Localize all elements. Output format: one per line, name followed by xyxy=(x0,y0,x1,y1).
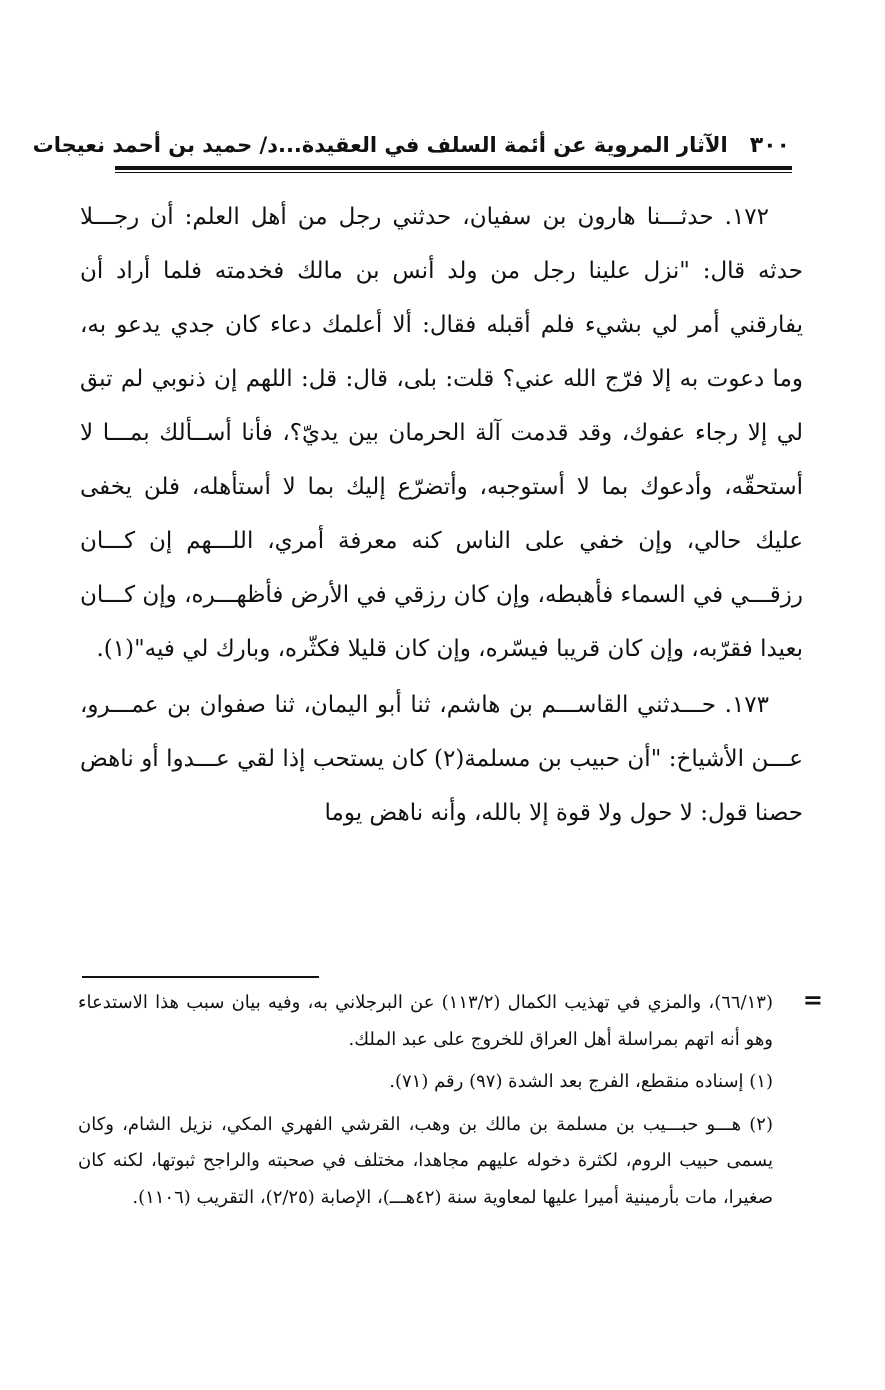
footnotes xyxy=(78,985,773,1222)
running-head-title: الآثار المروية عن أئمة السلف في العقيدة...د/ حميد بن أحمد نعيجات xyxy=(32,133,728,157)
footnote-continuation: (٦٦/١٣)، والمزي في تهذيب الكمال (١١٣/٢) عن البرجلاني به، وفيه بيان سبب هذا الاستدعاء وهو أنه اتهم بمراسلة أهل العراق للخروج على عبد الملك. xyxy=(78,992,773,1050)
running-head xyxy=(32,125,790,165)
paragraph-173: ١٧٣. حـــدثني القاســـم بن هاشم، ثنا أبو اليمان، ثنا صفوان بن عمـــرو، عـــن الأشياخ: "أن حبيب بن مسلمة(٢) كان يستحب إذا لقي عـــدوا أو ناهض حصنا قول: لا حول ولا قوة إلا بالله، وأنه ناهض يوما xyxy=(80,692,803,826)
main-text xyxy=(80,190,803,840)
footnote-separator xyxy=(82,976,319,978)
footnote-1: (١) إسناده منقطع، الفرج بعد الشدة (٩٧) رقم (٧١). xyxy=(389,1071,773,1092)
footnote-2: (٢) هـــو حبـــيب بن مسلمة بن مالك بن وهب، القرشي الفهري المكي، نزيل الشام، وكان يسمى حبيب الروم، لكثرة دخوله عليهم مجاهدا، مختلف في صحبته والراجح ثبوتها، لكنه كان صغيرا، مات بأرمينية أميرا عليها لمعاوية سنة (٤٢هـــ)، الإصابة (٢/٢٥)، التقريب (١١٠٦). xyxy=(78,1113,773,1208)
header-rule xyxy=(115,166,792,173)
footnote-continuation-mark: = xyxy=(802,986,823,1014)
page-number: ٣٠٠ xyxy=(749,132,790,158)
paragraph-172: ١٧٢. حدثـــنا هارون بن سفيان، حدثني رجل من أهل العلم: أن رجـــلا حدثه قال: "نزل علينا رجل من ولد أنس بن مالك فخدمته فلما أراد أن يفارقني أمر لي بشيء فلم أقبله فقال: ألا أعلمك دعاء كان جدي يدعو به، وما دعوت به إلا فرّج الله عني؟ قلت: بلى، قال: قل: اللهم إن ذنوبي لم تبق لي إلا رجاء عفوك، وقد قدمت آلة الحرمان بين يديّ؟، فأنا أســألك بمـــا لا أستحقّه، وأدعوك بما لا أستوجبه، وأتضرّع إليك بما لا أستأهله، فلن يخفى عليك حالي، وإن خفي على الناس كنه معرفة أمري، اللـــهم إن كـــان رزقـــي في السماء فأهبطه، وإن كان رزقي في الأرض فأظهـــره، وإن كـــان بعيدا فقرّبه، وإن كان قريبا فيسّره، وإن كان قليلا فكثّره، وبارك لي فيه"(١). xyxy=(80,204,803,662)
